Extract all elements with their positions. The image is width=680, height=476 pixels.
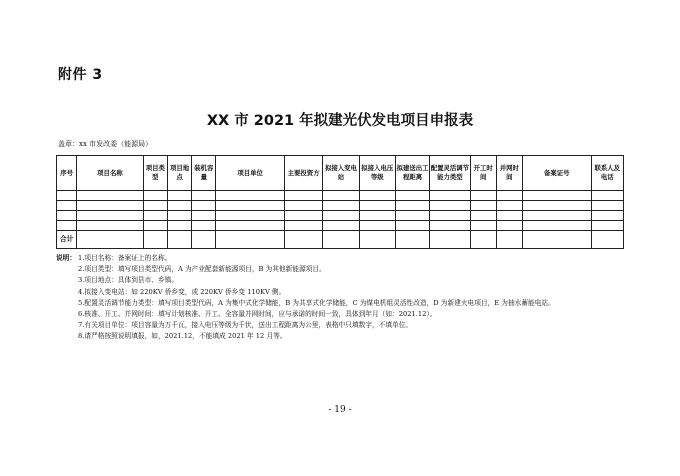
header-cell: 项目类型 [143,156,167,191]
note-item: 3.项目地点：具体到县市、乡镇。 [78,276,179,285]
note-row [56,298,626,309]
table-cell [470,221,496,231]
note-item: 1.项目名称：备案证上的名称。 [78,254,172,262]
header-cell: 并网时间 [496,156,522,191]
header-cell: 配置灵活调节能力类型 [430,156,470,191]
table-cell [470,211,496,221]
table-cell [77,191,144,201]
note-row [56,253,626,264]
application-table [56,155,624,249]
table-cell [496,231,522,249]
table-cell [143,231,167,249]
page-title: XX 市 2021 年拟建光伏发电项目申报表 [206,113,474,129]
table-cell [470,231,496,249]
table-cell [359,221,395,231]
table-cell [143,221,167,231]
table-cell [591,231,623,249]
header-cell: 拟接入电压等级 [359,156,395,191]
table-cell [591,221,623,231]
table-cell [57,191,77,201]
notes-label: 说明： [56,254,77,262]
table-cell [143,211,167,221]
table-cell [395,201,429,211]
table-cell [430,201,470,211]
table-cell [430,191,470,201]
header-cell: 装机容量 [192,156,216,191]
table-cell [591,191,623,201]
table-cell [430,211,470,221]
table-cell [216,191,285,201]
table-header-row [57,156,624,191]
table-cell [395,191,429,201]
table-cell [167,211,191,221]
table-cell [167,231,191,249]
attachment-label: 附件 3 [58,67,103,83]
table-cell [192,201,216,211]
table-cell [591,201,623,211]
table-cell [470,191,496,201]
table-cell [57,201,77,211]
table-cell [77,211,144,221]
note-indent [56,298,78,309]
note-row [56,331,626,342]
header-cell: 项目地点 [167,156,191,191]
table-cell [143,191,167,201]
table-cell [522,231,591,249]
note-item: 4.拟接入变电站：如 220KV 侨乡变，或 220KV 侨乡变 110KV 侧。 [78,287,286,296]
header-cell: 拟接入变电站 [323,156,359,191]
table-cell [167,201,191,211]
table-cell [143,201,167,211]
note-indent [56,287,78,298]
table-cell [430,221,470,231]
table-cell [216,201,285,211]
note-row [56,309,626,320]
table-cell [323,211,359,221]
table-cell [359,191,395,201]
table-cell [496,191,522,201]
table-cell [496,211,522,221]
note-indent [56,309,78,320]
table-cell [359,231,395,249]
table-cell [522,211,591,221]
table-cell [284,211,322,221]
total-row [57,231,624,249]
table-cell [323,221,359,231]
table-cell [323,201,359,211]
table-cell [522,191,591,201]
table-body [57,191,624,249]
page-number: - 19 - [328,405,352,415]
header-cell: 项目名称 [77,156,144,191]
note-item: 7.有关项目单位：项目容量为万千瓦，接入电压等级为千伏，送出工程距离为公里，表格中只填数字，不填单位。 [78,321,413,330]
header-cell: 备案证号 [522,156,591,191]
table-cell [496,221,522,231]
note-item: 2.项目类型：填写项目类型代码，A 为产业配套新能源项目，B 为其他新能源项目。 [78,265,326,274]
table-cell [77,201,144,211]
table-cell [284,191,322,201]
table-cell [395,231,429,249]
table-cell [395,221,429,231]
table-row [57,211,624,221]
table-cell [192,231,216,249]
table-row [57,221,624,231]
table-cell [57,211,77,221]
table-row [57,191,624,201]
table-cell [522,201,591,211]
note-row [56,264,626,275]
table-cell [470,201,496,211]
note-indent [56,264,78,275]
table-cell [496,201,522,211]
table-cell [216,211,285,221]
note-item: 5.配置灵活调节能力类型：填写项目类型代码，A 为集中式化学储能，B 为共享式化学储能，C 为煤电机组灵活性改造，D 为新建火电项目，E 为抽水蓄能电站。 [78,298,555,307]
table-cell [192,191,216,201]
table-cell [192,211,216,221]
note-row [56,320,626,331]
header-cell: 主要投资方 [284,156,322,191]
note-indent [56,275,78,286]
table-row [57,201,624,211]
table-cell [522,221,591,231]
table-cell [216,231,285,249]
table-cell [284,201,322,211]
note-item: 8.请严格按照说明填报，如，2021.12，不能填成 2021 年 12 月等。 [78,332,287,341]
table-cell [284,231,322,249]
table-cell [57,221,77,231]
table-cell [323,231,359,249]
table-cell [323,191,359,201]
table-cell [284,221,322,231]
header-cell: 项目单位 [216,156,285,191]
table-cell [216,221,285,231]
table-cell [192,221,216,231]
note-item: 6.核准、开工、并网时间：填写计划核准、开工、全容量并网时间，应与承诺的时间一致，具体到年月（如：2021.12）。 [78,310,437,319]
table-cell [359,201,395,211]
header-cell: 开工时间 [470,156,496,191]
header-cell: 联系人及电话 [591,156,623,191]
table-cell [77,221,144,231]
note-indent [56,331,78,342]
total-label: 合计 [57,231,77,249]
table-cell [430,231,470,249]
note-indent [56,320,78,331]
note-row [56,275,626,286]
table-cell [395,211,429,221]
table-cell [167,221,191,231]
header-cell: 拟建送出工程距离 [395,156,429,191]
table-cell [591,211,623,221]
notes-section [56,253,626,343]
note-row [56,287,626,298]
table-cell [77,231,144,249]
table-cell [167,191,191,201]
table-cell [359,211,395,221]
header-cell: 序号 [57,156,77,191]
seal-line: 盖章：xx 市发改委（能源局） [58,140,153,148]
